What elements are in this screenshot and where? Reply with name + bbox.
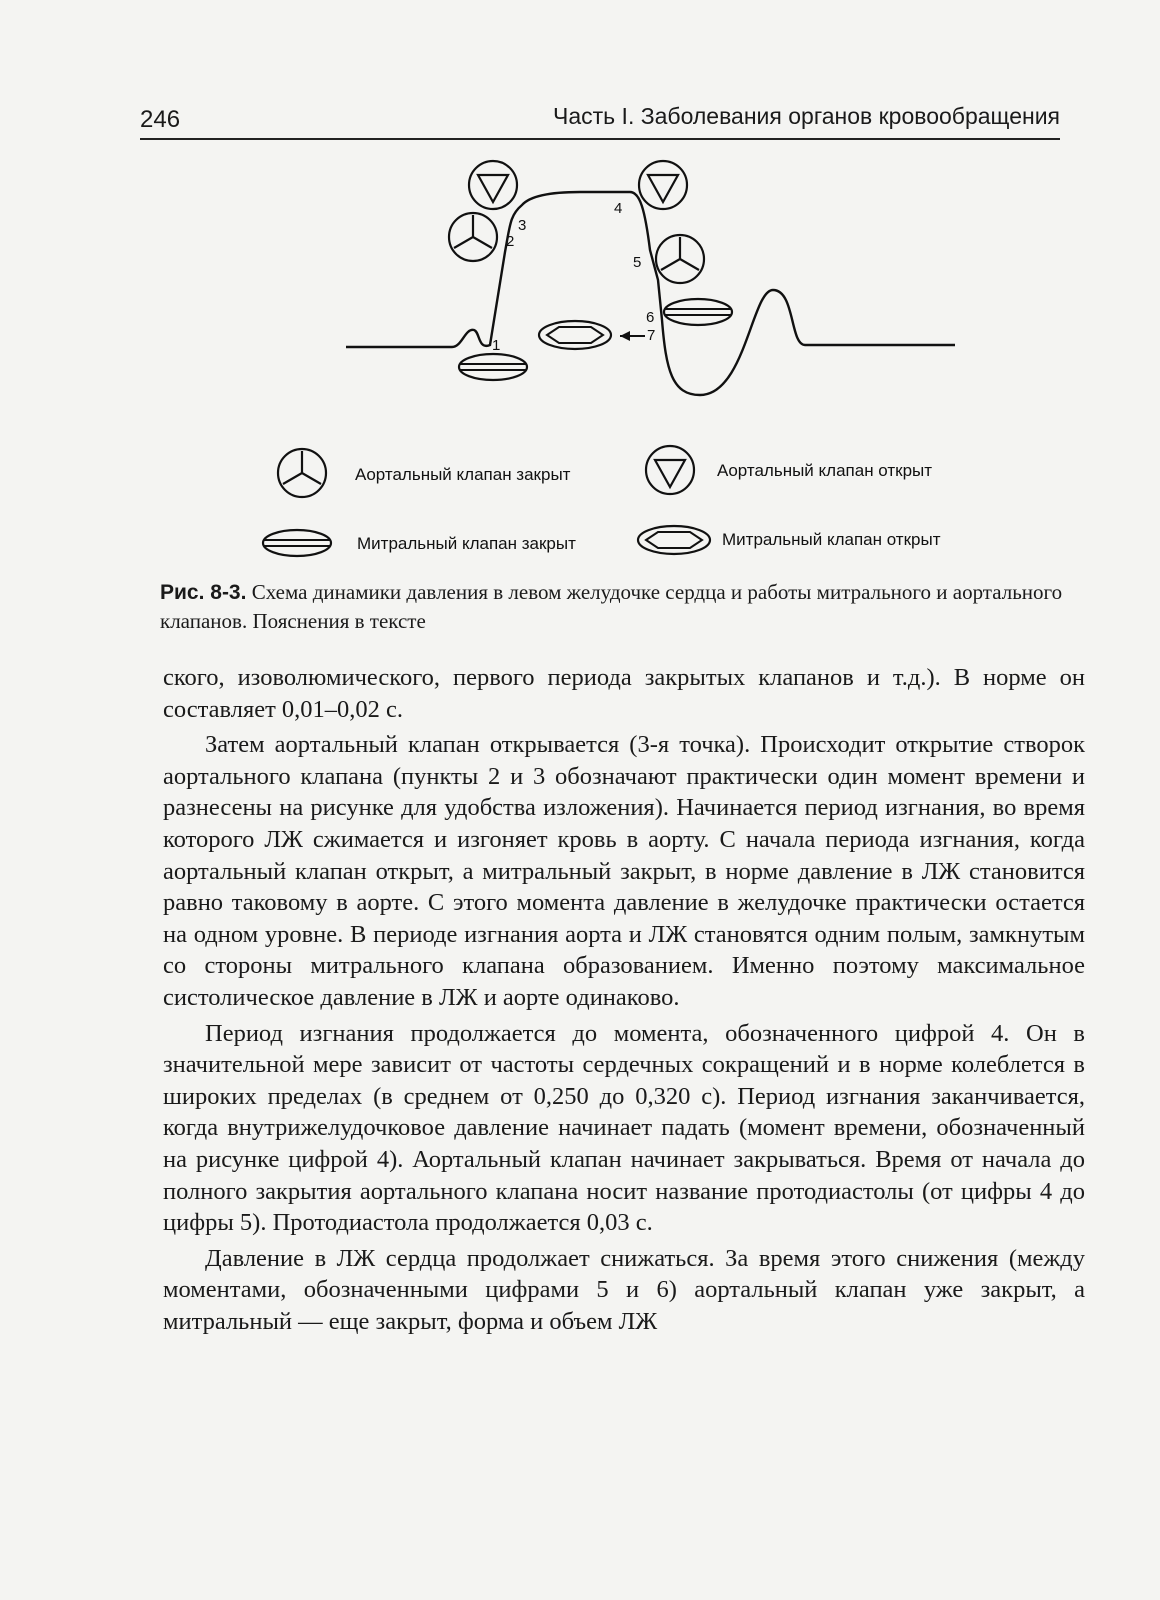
paragraph: Затем аортальный клапан открывается (3-я точка). Происходит открытие створок аортального клапана (пункты 2 и 3 обозначают практически один момент времени и разнесены на рисунке для удобства изложения). Начинается период изгнания, во время которого ЛЖ сжимается и изгоняет кровь в аорту. С начала периода изгнания, когда аортальный клапан открыт, а митральный закрыт, в норме давление в ЛЖ становится равно таковому в аорте. С этого момента давление в желудочке практически остается на одном уровне. В периоде изгнания аорта и ЛЖ становятся одним полым, замкнутым со стороны митрального клапана образованием. Именно поэтому максимальное систолическое давление в ЛЖ и аорте одинаково. bbox=[163, 731, 1085, 1011]
caption-label: Рис. 8-3. bbox=[160, 581, 247, 604]
legend-mitral-closed: Митральный клапан закрыт bbox=[357, 534, 576, 553]
legend-aortic-closed-icon bbox=[278, 449, 326, 497]
aortic-closed-icon bbox=[449, 213, 497, 261]
paragraph: Давление в ЛЖ сердца продолжает снижаться. За время этого снижения (между моментами, обозначенными цифрами 5 и 6) аортальный клапан уже закрыт, а митральный — еще закрыт, форма и объем ЛЖ bbox=[163, 1244, 1085, 1335]
legend-aortic-closed: Аортальный клапан закрыт bbox=[355, 465, 571, 484]
point-label-3: 3 bbox=[518, 217, 527, 234]
aortic-open-icon bbox=[469, 161, 517, 209]
body-text bbox=[163, 662, 1085, 1341]
legend-mitral-closed-icon bbox=[263, 530, 331, 556]
caption-text: Схема динамики давления в левом желудочке сердца и работы митрального и аортального клапанов. Пояснения в тексте bbox=[160, 580, 1063, 633]
mitral-closed-icon bbox=[459, 354, 527, 380]
mitral-closed-icon bbox=[664, 299, 732, 325]
point-label-2: 2 bbox=[506, 233, 515, 250]
point-label-4: 4 bbox=[614, 200, 623, 217]
paragraph: Период изгнания продолжается до момента, обозначенного цифрой 4. Он в значительной мере зависит от частоты сердечных сокращений и в норме колеблется в широких пределах (в среднем от 0,250 до 0,320 с). Период изгнания заканчивается, когда внутрижелудочковое давление начинает падать (момент времени, обозначенный на рисунке цифрой 4). Аортальный клапан начинает закрываться. Время от начала до полного закрытия аортального клапана носит название протодиастолы (от цифры 4 до цифры 5). Протодиастола продолжается 0,03 с. bbox=[163, 1019, 1085, 1237]
running-title: Часть I. Заболевания органов кровообращения bbox=[553, 103, 1060, 129]
paragraph: ского, изоволюмического, первого периода закрытых клапанов и т.д.). В норме он составляет 0,01–0,02 с. bbox=[163, 664, 1085, 723]
mitral-open-icon bbox=[539, 321, 611, 349]
legend-aortic-open: Аортальный клапан открыт bbox=[717, 461, 933, 480]
arrow-7-head bbox=[620, 331, 630, 341]
figure-caption bbox=[160, 578, 1080, 635]
aortic-closed-icon bbox=[656, 235, 704, 283]
figure-8-3 bbox=[0, 0, 1160, 590]
legend-aortic-open-icon bbox=[646, 446, 694, 494]
point-label-1: 1 bbox=[492, 337, 501, 354]
point-label-6: 6 bbox=[646, 309, 655, 326]
pressure-curve bbox=[346, 192, 955, 395]
aortic-open-icon bbox=[639, 161, 687, 209]
page-number: 246 bbox=[140, 106, 181, 133]
point-label-5: 5 bbox=[633, 254, 642, 271]
legend-mitral-open: Митральный клапан открыт bbox=[722, 530, 941, 549]
legend-mitral-open-icon bbox=[638, 526, 710, 554]
point-label-7: 7 bbox=[647, 327, 656, 344]
